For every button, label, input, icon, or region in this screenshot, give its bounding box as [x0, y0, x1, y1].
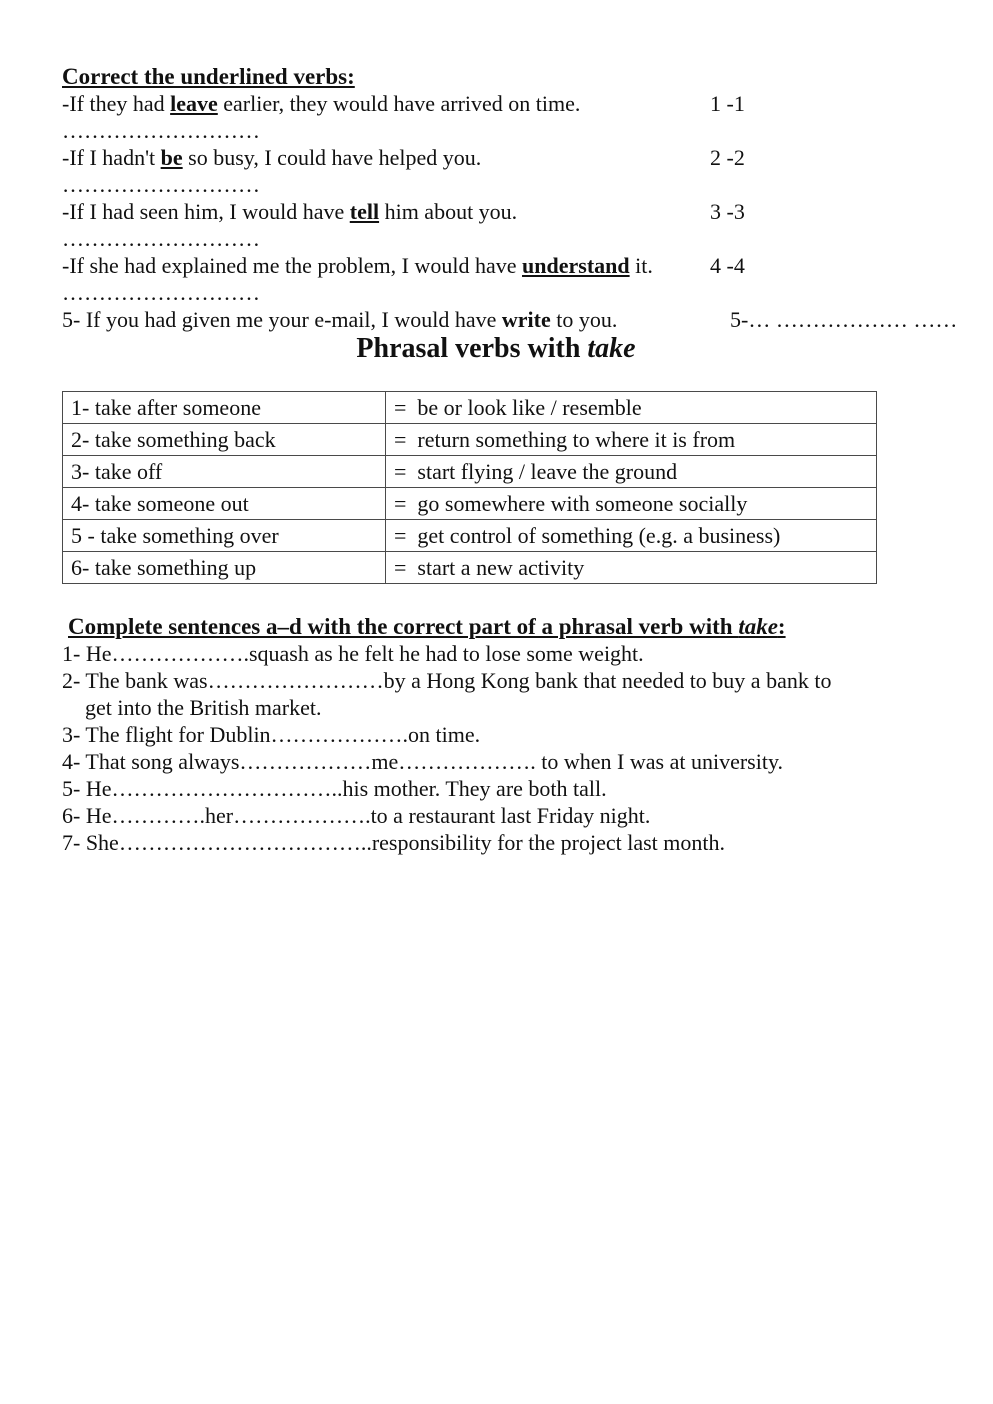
phrasal-verb-cell: 5 - take something over — [63, 520, 386, 552]
sentence-before: -If I hadn't — [62, 145, 161, 170]
phrasal-verb-cell: 1- take after someone — [63, 392, 386, 424]
target-verb: understand — [522, 253, 630, 278]
definition-cell — [386, 488, 877, 520]
exercise2-sentence: 3- The flight for Dublin……………….on time. — [62, 722, 481, 747]
exercise2-heading-text: Complete sentences a–d with the correct part of a phrasal verb with — [68, 614, 739, 639]
sentence-text — [62, 145, 481, 170]
sentence-before: -If she had explained me the problem, I would have — [62, 253, 523, 278]
target-verb: be — [160, 145, 183, 170]
table-row — [63, 552, 877, 584]
exercise1-heading: Correct the underlined verbs: — [62, 64, 355, 89]
sentence-after: earlier, they would have arrived on time. — [217, 91, 581, 116]
exercise2-heading-take-italic: take — [738, 614, 778, 639]
answer-dots-line: ……………………… — [62, 226, 260, 251]
target-verb: tell — [349, 199, 380, 224]
sentence-before: -If I had seen him, I would have — [62, 199, 350, 224]
exercise1-sentence — [62, 306, 958, 333]
sentence-after: it. — [629, 253, 653, 278]
item-number: 1 -1 — [710, 91, 745, 116]
exercise2-sentence: 5- He…………………………..his mother. They are both tall. — [62, 776, 607, 801]
exercise1-sentence — [62, 90, 945, 117]
table-row — [63, 520, 877, 552]
definition-text: be or look like / resemble — [417, 394, 642, 420]
sentence-after: so busy, I could have helped you. — [182, 145, 482, 170]
target-verb: write — [501, 307, 551, 332]
definition-cell — [386, 392, 877, 424]
phrasal-verb-cell: 2- take something back — [63, 424, 386, 456]
sentence-after: him about you. — [379, 199, 518, 224]
exercise1-sentence — [62, 252, 945, 279]
exercise1-sentence — [62, 198, 945, 225]
sentence-after: to you. — [550, 307, 618, 332]
exercise1-sentence — [62, 144, 945, 171]
definition-cell — [386, 424, 877, 456]
definition-text: start flying / leave the ground — [417, 458, 678, 484]
definition-cell — [386, 456, 877, 488]
equals-sign: = — [394, 394, 407, 420]
definition-text: start a new activity — [417, 554, 585, 580]
exercise2-sentence: 6- He………….her……………….to a restaurant last Friday night. — [62, 803, 651, 828]
equals-sign: = — [394, 554, 407, 580]
phrasal-heading-text: Phrasal verbs with — [356, 333, 588, 364]
exercise2-sentence: 4- That song always………………me………………. to when I was at university. — [62, 749, 784, 774]
phrasal-heading-take-italic: take — [587, 333, 636, 364]
target-verb: leave — [170, 91, 218, 116]
answer-dots-line: ……………………… — [62, 172, 260, 197]
phrasal-verb-cell: 4- take someone out — [63, 488, 386, 520]
answer-dots-line: ……………………… — [62, 118, 260, 143]
table-row — [63, 392, 877, 424]
item-number: 2 -2 — [710, 145, 745, 170]
sentence-text — [62, 91, 580, 116]
exercise2-heading-colon: : — [777, 614, 786, 639]
table-row — [63, 424, 877, 456]
phrasal-verbs-heading — [62, 333, 930, 364]
exercise2-sentence: 2- The bank was……………………by a Hong Kong bank that needed to buy a bank to — [62, 668, 832, 693]
equals-sign: = — [394, 426, 407, 452]
phrasal-verb-cell: 3- take off — [63, 456, 386, 488]
definition-text: get control of something (e.g. a business) — [417, 522, 781, 548]
equals-sign: = — [394, 490, 407, 516]
exercise2-sentence: get into the British market. — [85, 695, 322, 720]
exercise2-sentence: 7- She……………………………..responsibility for the project last month. — [62, 830, 725, 855]
sentence-text — [62, 253, 653, 278]
equals-sign: = — [394, 522, 407, 548]
sentence-before: -If they had — [62, 91, 171, 116]
definition-cell — [386, 520, 877, 552]
definition-text: return something to where it is from — [417, 426, 736, 452]
table-row — [63, 488, 877, 520]
table-row — [63, 456, 877, 488]
sentence-text — [62, 199, 517, 224]
exercise2-sentence: 1- He……………….squash as he felt he had to lose some weight. — [62, 641, 644, 666]
phrasal-verbs-table — [62, 391, 877, 584]
exercise2-lines — [62, 640, 945, 856]
equals-sign: = — [394, 458, 407, 484]
definition-text: go somewhere with someone socially — [417, 490, 748, 516]
sentence-text — [62, 307, 617, 332]
sentence-before: 5- If you had given me your e-mail, I would have — [62, 307, 502, 332]
phrasal-verb-cell: 6- take something up — [63, 552, 386, 584]
definition-cell — [386, 552, 877, 584]
item-number: 3 -3 — [710, 199, 745, 224]
exercise2-heading — [62, 613, 945, 640]
phrasal-verbs-table-body — [63, 392, 877, 584]
item-number: 5-… ……………… …… — [730, 307, 958, 332]
exercise1-items — [62, 90, 958, 333]
answer-dots-line: ……………………… — [62, 280, 260, 305]
item-number: 4 -4 — [710, 253, 745, 278]
